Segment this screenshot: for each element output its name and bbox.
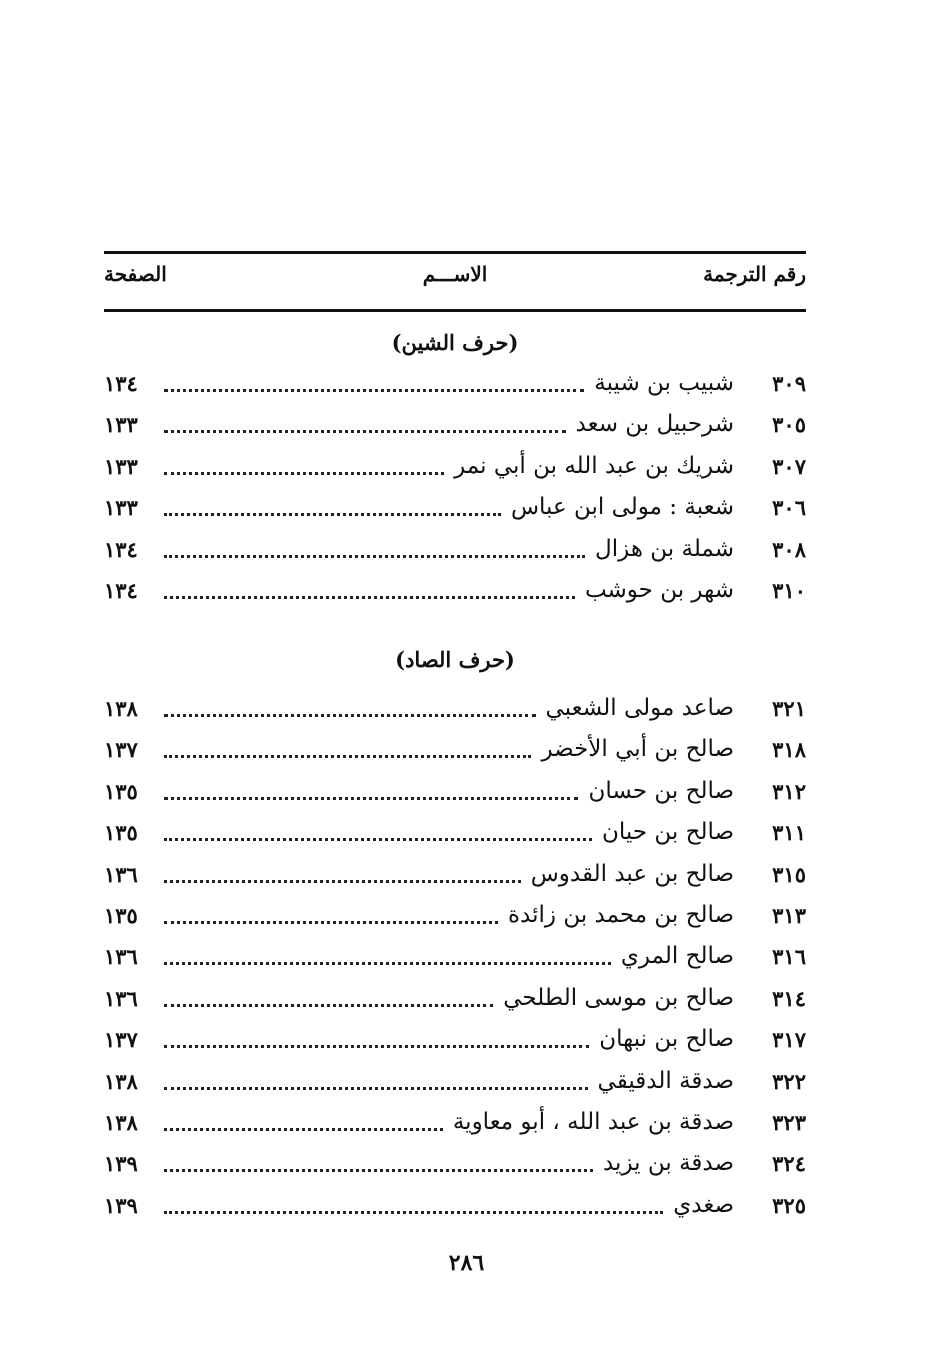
entry-page: ١٣٧ — [104, 1026, 138, 1052]
header-number-label: رقم الترجمة — [703, 262, 806, 286]
index-entry-row — [104, 1063, 806, 1099]
index-entry-row — [104, 365, 806, 401]
entry-name: شملة بن هزال — [595, 536, 734, 562]
index-entry-row — [104, 773, 806, 809]
entry-page: ١٣٣ — [104, 411, 138, 437]
dot-leader — [164, 1211, 663, 1214]
dot-leader — [164, 838, 592, 841]
section-title: (حرف الشين) — [391, 330, 519, 355]
dot-leader — [164, 596, 575, 599]
entry-number: ٣١٤ — [772, 985, 806, 1011]
index-entry-row — [104, 1021, 806, 1057]
entry-number: ٣٠٨ — [772, 536, 806, 562]
entry-name: صالح بن عبد القدوس — [530, 861, 734, 887]
index-entry-row — [104, 406, 806, 442]
entry-page: ١٣٦ — [104, 985, 138, 1011]
entry-page: ١٣٦ — [104, 861, 138, 887]
index-entry-row — [104, 731, 806, 767]
entry-name: شعبة : مولى ابن عباس — [510, 494, 734, 520]
dot-leader — [164, 513, 501, 516]
dot-leader — [164, 1087, 588, 1090]
index-entry-row — [104, 572, 806, 608]
entry-name: صدقة الدقيقي — [597, 1068, 734, 1094]
index-entry-row — [104, 938, 806, 974]
dot-leader — [164, 880, 521, 883]
index-entry-row — [104, 814, 806, 850]
entry-number: ٣١٧ — [772, 1026, 806, 1052]
entry-page: ١٣٦ — [104, 943, 138, 969]
header-top-rule — [104, 251, 806, 254]
entry-name: شهر بن حوشب — [584, 577, 734, 603]
entry-page: ١٣٨ — [104, 1109, 138, 1135]
entry-name: صدقة بن عبد الله ، أبو معاوية — [452, 1109, 734, 1135]
dot-leader — [164, 1045, 589, 1048]
entry-name: صالح بن محمد بن زائدة — [507, 902, 734, 928]
table-header — [104, 262, 806, 292]
entry-number: ٣٠٥ — [772, 411, 806, 437]
entry-name: صالح بن حيان — [602, 819, 734, 845]
header-name-label: الاســـم — [422, 262, 488, 286]
dot-leader — [164, 714, 536, 717]
page-number: ٢٨٦ — [448, 1250, 485, 1276]
entry-number: ٣٢١ — [772, 695, 806, 721]
entry-page: ١٣٣ — [104, 453, 138, 479]
index-entry-row — [104, 856, 806, 892]
entry-name: صغدي — [673, 1192, 734, 1218]
index-entry-row — [104, 531, 806, 567]
entry-name: صاعد مولى الشعبي — [545, 695, 734, 721]
entry-name: شرحبيل بن سعد — [575, 411, 734, 437]
entry-name: صالح بن نبهان — [599, 1026, 734, 1052]
entry-number: ٣١٨ — [772, 736, 806, 762]
entry-number: ٣١٦ — [772, 943, 806, 969]
entry-name: شبيب بن شيبة — [594, 370, 734, 396]
entry-page: ١٣٩ — [104, 1150, 138, 1176]
index-entry-row — [104, 1187, 806, 1223]
entry-page: ١٣٥ — [104, 819, 138, 845]
index-entry-row — [104, 1145, 806, 1181]
index-entry-row — [104, 1104, 806, 1140]
entry-number: ٣١٥ — [772, 861, 806, 887]
entry-number: ٣١٣ — [772, 902, 806, 928]
section-title: (حرف الصاد) — [395, 647, 515, 672]
index-entry-row — [104, 980, 806, 1016]
entry-name: صالح بن موسى الطلحي — [503, 985, 734, 1011]
dot-leader — [164, 555, 585, 558]
dot-leader — [164, 755, 531, 758]
entry-name: صالح المري — [620, 943, 734, 969]
dot-leader — [164, 962, 611, 965]
entry-number: ٣٠٦ — [772, 494, 806, 520]
dot-leader — [164, 1004, 493, 1007]
entry-page: ١٣٨ — [104, 1068, 138, 1094]
entry-number: ٣٠٩ — [772, 370, 806, 396]
entry-number: ٣١٢ — [772, 778, 806, 804]
entry-name: صالح بن أبي الأخضر — [541, 736, 734, 762]
index-entry-row — [104, 897, 806, 933]
entry-page: ١٣٤ — [104, 370, 138, 396]
entry-page: ١٣٧ — [104, 736, 138, 762]
entry-page: ١٣٥ — [104, 902, 138, 928]
entry-number: ٣٢٢ — [772, 1068, 806, 1094]
dot-leader — [164, 472, 444, 475]
dot-leader — [164, 430, 566, 433]
entry-number: ٣٢٣ — [772, 1109, 806, 1135]
entry-number: ٣١١ — [772, 819, 806, 845]
index-entry-row — [104, 690, 806, 726]
entry-page: ١٣٩ — [104, 1192, 138, 1218]
dot-leader — [164, 1169, 593, 1172]
dot-leader — [164, 1128, 443, 1131]
index-entry-row — [104, 448, 806, 484]
dot-leader — [164, 921, 498, 924]
entry-name: شريك بن عبد الله بن أبي نمر — [454, 453, 734, 479]
entry-page: ١٣٤ — [104, 536, 138, 562]
entry-number: ٣١٠ — [772, 577, 806, 603]
entry-page: ١٣٤ — [104, 577, 138, 603]
entry-page: ١٣٥ — [104, 778, 138, 804]
entry-number: ٣٢٥ — [772, 1192, 806, 1218]
entry-page: ١٣٣ — [104, 494, 138, 520]
dot-leader — [164, 389, 584, 392]
header-page-label: الصفحة — [104, 262, 167, 286]
header-bottom-rule — [104, 309, 806, 312]
entry-number: ٣٠٧ — [772, 453, 806, 479]
entry-page: ١٣٨ — [104, 695, 138, 721]
entry-name: صالح بن حسان — [588, 778, 734, 804]
index-entry-row — [104, 489, 806, 525]
dot-leader — [164, 797, 578, 800]
entry-name: صدقة بن يزيد — [602, 1150, 734, 1176]
entry-number: ٣٢٤ — [772, 1150, 806, 1176]
